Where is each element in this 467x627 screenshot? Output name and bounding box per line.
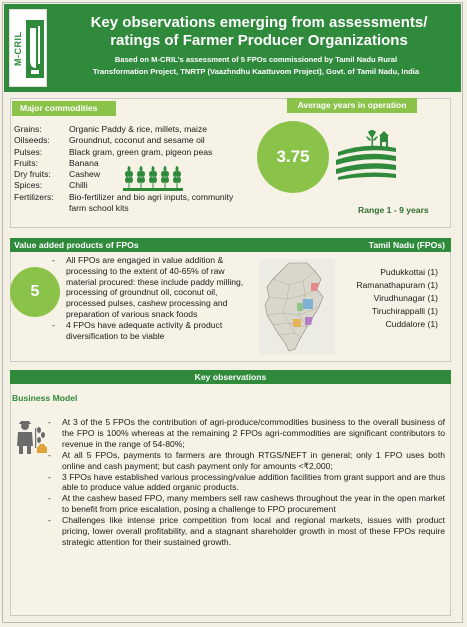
commodity-row	[14, 192, 244, 215]
commodity-key: Dry fruits:	[14, 169, 51, 180]
commodity-key: Grains:	[14, 124, 42, 134]
list-item: - At the cashew based FPO, many members sell raw cashews throughout the year in the open market to benefit from price escalation, posing a challenge to FPO procurement	[48, 493, 445, 515]
subtitle-line-2: Transformation Project, TNRTP (Vaazhndhu Kaattuvom Project), Govt. of Tamil Nadu, India	[92, 67, 420, 76]
commodity-key: Oilseeds:	[14, 135, 50, 146]
district-item: Pudukkottai (1)	[380, 267, 438, 277]
commodity-value: Chilli	[69, 180, 88, 191]
commodity-value: Banana	[69, 157, 99, 168]
list-item: - At all 5 FPOs, payments to farmers are through RTGS/NEFT in general; only 1 FPO uses both online and cash payment; but cash payment only for amounts <₹2,000;	[48, 450, 445, 472]
value-added-bar	[10, 238, 451, 252]
major-commodities-tag: Major commodities	[12, 101, 116, 116]
list-item: - 4 FPOs have adequate activity & product diversification to be viable	[52, 320, 252, 342]
list-item: - All FPOs are engaged in value addition & processing to the extent of 40-65% of raw material procured: these include paddy milling, processing of groundnut oil, coconut oil, processed pulses, cashew processing and preparation of various snack foods	[52, 255, 252, 320]
commodity-key: Spices:	[14, 180, 43, 191]
list-item: - At 3 of the 5 FPOs the contribution of agri-produce/commodities business to the overall business of the FPO is 100% whereas at the remaining 2 FPOs agri-commodities are significant contributors to revenue in the range of 54-80%;	[48, 417, 445, 450]
average-years-tag: Average years in operation	[287, 98, 417, 113]
commodity-value: Organic Paddy & rice, millets, maize	[69, 124, 208, 134]
key-observations-heading: Key observations	[10, 370, 451, 384]
commodity-row	[14, 135, 244, 146]
commodity-value: Bio-fertilizer and bio agri inputs, community farm school kits	[69, 191, 234, 214]
farmer-business-icon	[13, 420, 49, 454]
header-banner	[4, 4, 461, 92]
commodity-key: Fertilizers:	[14, 191, 54, 202]
fpo-count-badge: 5	[10, 267, 60, 317]
title-line-2: ratings of Farmer Producer Organizations	[110, 32, 408, 49]
page-title	[64, 14, 454, 50]
years-range: Range 1 - 9 years	[358, 205, 429, 215]
commodity-row	[14, 124, 244, 135]
logo-text: M-CRIL	[13, 31, 23, 67]
average-years-value: 3.75	[257, 121, 329, 193]
district-list	[342, 266, 438, 331]
commodity-value: Cashew	[69, 169, 101, 180]
district-item: Virudhunagar (1)	[373, 293, 438, 303]
district-item: Tiruchirappalli (1)	[371, 306, 438, 316]
business-model-label: Business Model	[12, 393, 78, 403]
observation-points	[48, 417, 445, 548]
value-added-heading: Value added products of FPOs	[14, 240, 139, 250]
commodity-key: Fruits:	[14, 157, 38, 168]
subtitle-line-1: Based on M-CRIL's assessment of 5 FPOs commissioned by Tamil Nadu Rural	[114, 55, 398, 64]
value-added-points	[52, 255, 252, 341]
seedling-plants-icon	[123, 165, 183, 191]
tamil-nadu-map-icon	[259, 259, 335, 355]
state-heading: Tamil Nadu (FPOs)	[368, 240, 445, 250]
mcril-logo	[9, 9, 47, 87]
commodity-key: Pulses:	[14, 146, 43, 157]
district-item: Ramanathapuram (1)	[356, 280, 438, 290]
list-item: - 3 FPOs have established various processing/value addition facilities from grant support and are thus able to produce value added organic products.	[48, 472, 445, 494]
district-item: Cuddalore (1)	[385, 319, 438, 329]
farm-field-icon	[334, 128, 398, 180]
logo-mark-icon	[26, 20, 44, 78]
list-item: - Challenges like intense price competition from local and regional markets, issues with product pricing, lower overall profitability, and a stagnant shareholder growth in most of these FPOs require strategic attention for their sustained growth.	[48, 515, 445, 548]
title-line-1: Key observations emerging from assessments/	[90, 14, 428, 31]
commodity-row	[14, 147, 244, 158]
commodity-value: Groundnut, coconut and sesame oil	[69, 135, 205, 146]
commodity-value: Black gram, green gram, pigeon peas	[69, 146, 213, 157]
page-subtitle	[56, 54, 456, 78]
